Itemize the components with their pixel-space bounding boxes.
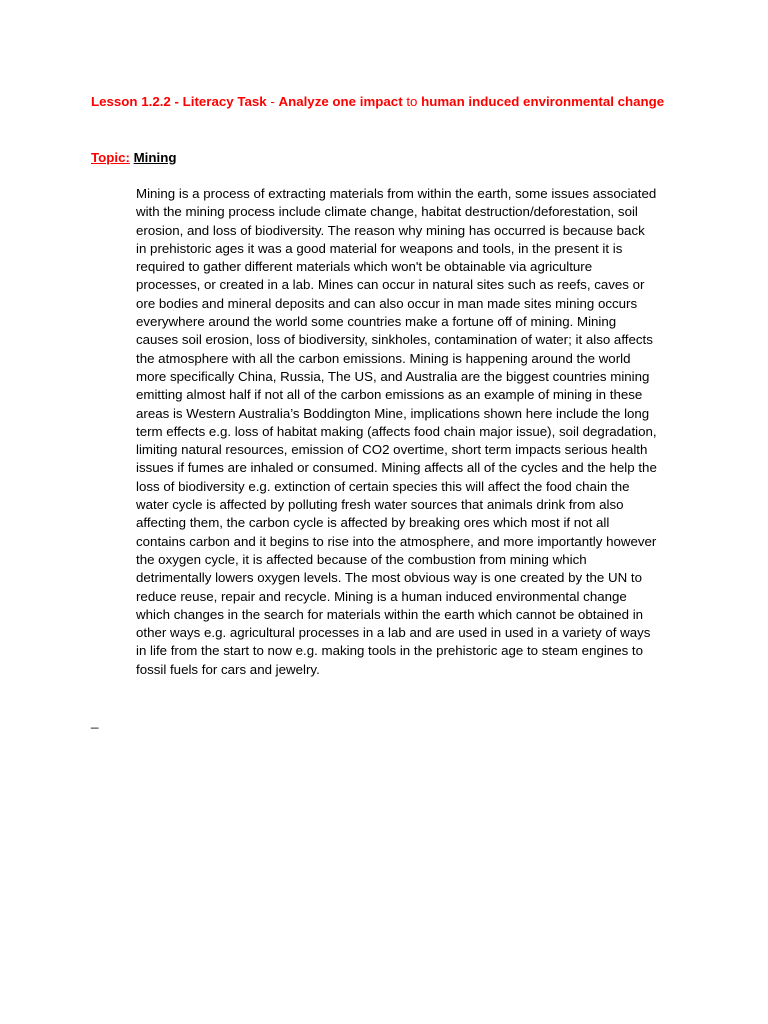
body-line: reduce reuse, repair and recycle. Mining is a human induced environmental change [136, 588, 627, 604]
body-line: ore bodies and mineral deposits and can also occur in man made sites mining occurs [136, 295, 638, 311]
body-line: affecting them, the carbon cycle is affected by breaking ores which most if not all [136, 515, 610, 531]
topic-line [91, 148, 176, 167]
body-line: processes, or created in a lab. Mines can occur in natural sites such as reefs, caves or [136, 277, 645, 293]
body-line: loss of biodiversity e.g. extinction of certain species this will affect the food chain the [136, 478, 630, 494]
body-line: emitting almost half if not all of the carbon emissions as an example of mining in these [136, 387, 643, 403]
body-line: other ways e.g. agricultural processes in a lab and are used in used in a variety of ways [136, 625, 651, 641]
body-line: erosion, and loss of biodiversity. The reason why mining has occurred is because back [136, 222, 645, 238]
body-line: contains carbon and it begins to rise into the atmosphere, and more importantly however [136, 533, 657, 549]
body-line: water cycle is affected by polluting fresh water sources that animals drink from also [136, 497, 624, 513]
heading-connector: to [402, 94, 422, 109]
body-line: term effects e.g. loss of habitat making (affects food chain major issue), soil degradation, [136, 423, 657, 439]
body-line: required to gather different materials which won't be obtainable via agriculture [136, 259, 593, 275]
heading-task: Analyze one impact [278, 94, 403, 109]
body-line: fossil fuels for cars and jewelry. [136, 661, 320, 677]
body-line: everywhere around the world some countries make a fortune off of mining. Mining [136, 314, 617, 330]
body-line: issues if fumes are inhaled or consumed. Mining affects all of the cycles and the help the [136, 460, 657, 476]
heading-lesson: Lesson 1.2.2 - Literacy Task [91, 94, 267, 109]
body-line: in prehistoric ages it was a good material for weapons and tools, in the present it is [136, 240, 623, 256]
heading-separator: - [266, 94, 279, 109]
trailing-mark: _ [91, 714, 99, 729]
body-line: more specifically China, Russia, The US, and Australia are the biggest countries mining [136, 368, 650, 384]
body-line: Mining is a process of extracting materials from within the earth, some issues associated [136, 186, 657, 201]
lesson-heading [91, 92, 671, 111]
body-line: the oxygen cycle, it is affected because of the combustion from mining which [136, 551, 587, 567]
body-line: which changes in the search for materials within the earth which cannot be obtained in [136, 606, 644, 622]
heading-subject: human induced environmental change [421, 94, 665, 109]
body-line: detrimentally lowers oxygen levels. The most obvious way is one created by the UN to [136, 570, 643, 586]
topic-label: Topic: [91, 150, 130, 165]
body-paragraph [136, 185, 684, 679]
body-line: with the mining process include climate change, habitat destruction/deforestation, soil [136, 204, 638, 220]
body-line: limiting natural resources, emission of CO2 overtime, short term impacts serious health [136, 442, 648, 458]
body-line: in life from the start to now e.g. making tools in the prehistoric age to steam engines to [136, 643, 644, 659]
body-line: the atmosphere with all the carbon emissions. Mining is happening around the world [136, 350, 631, 366]
body-line: causes soil erosion, loss of biodiversity, sinkholes, contamination of water; it also affects [136, 332, 653, 348]
topic-value: Mining [133, 150, 177, 165]
body-line: areas is Western Australia’s Boddington Mine, implications shown here include the long [136, 405, 650, 421]
